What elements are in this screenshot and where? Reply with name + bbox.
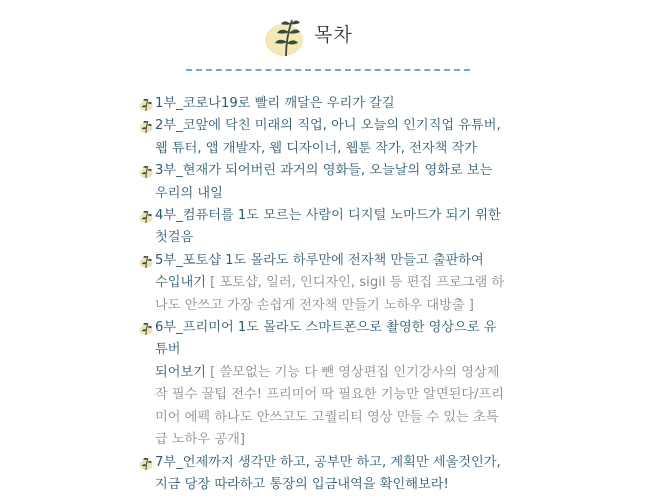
toc-header (0, 8, 652, 64)
sprout-bullet-icon (138, 96, 154, 112)
toc-item[interactable] (138, 115, 518, 160)
toc-label: 첫걸음 (155, 230, 193, 245)
toc-item[interactable] (138, 250, 518, 317)
toc-item[interactable] (138, 205, 518, 250)
toc-note: 작 필수 꿀팁 전수! 프리미어 딱 필요한 기능만 알면된다/프리 (155, 387, 504, 402)
toc-label: 수입내기 (155, 275, 206, 290)
toc-label: 6부_프리미어 1도 몰라도 스마트폰으로 촬영한 영상으로 유 (155, 320, 497, 335)
toc-label: 1부_코로나19로 빨리 깨달은 우리가 갈길 (155, 96, 395, 111)
toc-line (155, 317, 518, 339)
toc-line (155, 160, 518, 182)
toc-line (155, 227, 518, 249)
sprout-bullet-icon (138, 253, 154, 269)
toc-item[interactable] (138, 160, 518, 205)
toc-label: 2부_코앞에 닥친 미래의 직업, 아니 오늘의 인기직업 유튜버, (155, 118, 501, 133)
sprout-bullet-icon (138, 163, 154, 179)
toc-note: 급 노하우 공개] (155, 432, 245, 447)
title-divider (186, 69, 470, 71)
toc-label: 되어보기 (155, 365, 206, 380)
toc-line (155, 115, 518, 137)
toc-label: 튜버 (155, 342, 180, 357)
toc-item[interactable] (138, 317, 518, 451)
sprout-bullet-icon (138, 320, 154, 336)
toc-label: 우리의 내일 (155, 186, 223, 201)
toc-item[interactable] (138, 452, 518, 496)
toc-line (155, 272, 518, 294)
toc-line (155, 93, 518, 115)
toc-note: [ 쓸모없는 기능 다 뺀 영상편집 인기강사의 영상제 (206, 365, 499, 380)
toc-note: [ 포토샵, 일러, 인디자인, sigil 등 편집 프로그램 하 (206, 275, 504, 290)
toc-note: 미어 에펙 하나도 안쓰고도 고퀄리티 영상 만들 수 있는 초특 (155, 410, 498, 425)
toc-line (155, 407, 518, 429)
toc-line (155, 205, 518, 227)
toc-label: 지금 당장 따라하고 통장의 입금내역을 확인해보라! (155, 477, 449, 492)
toc-label: 3부_현재가 되어버린 과거의 영화들, 오늘날의 영화로 보는 (155, 163, 492, 178)
sprout-bullet-icon (138, 455, 154, 471)
toc-line (155, 250, 518, 272)
toc-line (155, 452, 518, 474)
toc-label: 5부_포토샵 1도 몰라도 하루만에 전자책 만들고 출판하여 (155, 253, 484, 268)
toc-line (155, 384, 518, 406)
sprout-bullet-icon (138, 208, 154, 224)
toc-line (155, 138, 518, 160)
toc-line (155, 295, 518, 317)
toc-label: 웹 튜터, 앱 개발자, 웹 디자이너, 웹툰 작가, 전자책 작가 (155, 141, 477, 156)
table-of-contents (138, 93, 518, 496)
toc-item[interactable] (138, 93, 518, 115)
toc-line (155, 474, 518, 496)
toc-label: 7부_언제까지 생각만 하고, 공부만 하고, 계획만 세울것인가, (155, 455, 501, 470)
toc-note: 나도 안쓰고 가장 손쉽게 전자책 만들기 노하우 대방출 ] (155, 298, 474, 313)
toc-line (155, 339, 518, 361)
toc-line (155, 362, 518, 384)
toc-label: 4부_컴퓨터를 1도 모르는 사람이 디지털 노마드가 되기 위한 (155, 208, 501, 223)
plant-leaf-icon (262, 12, 310, 60)
toc-line (155, 429, 518, 451)
page-title: 목차 (314, 20, 353, 47)
sprout-bullet-icon (138, 118, 154, 134)
toc-line (155, 183, 518, 205)
